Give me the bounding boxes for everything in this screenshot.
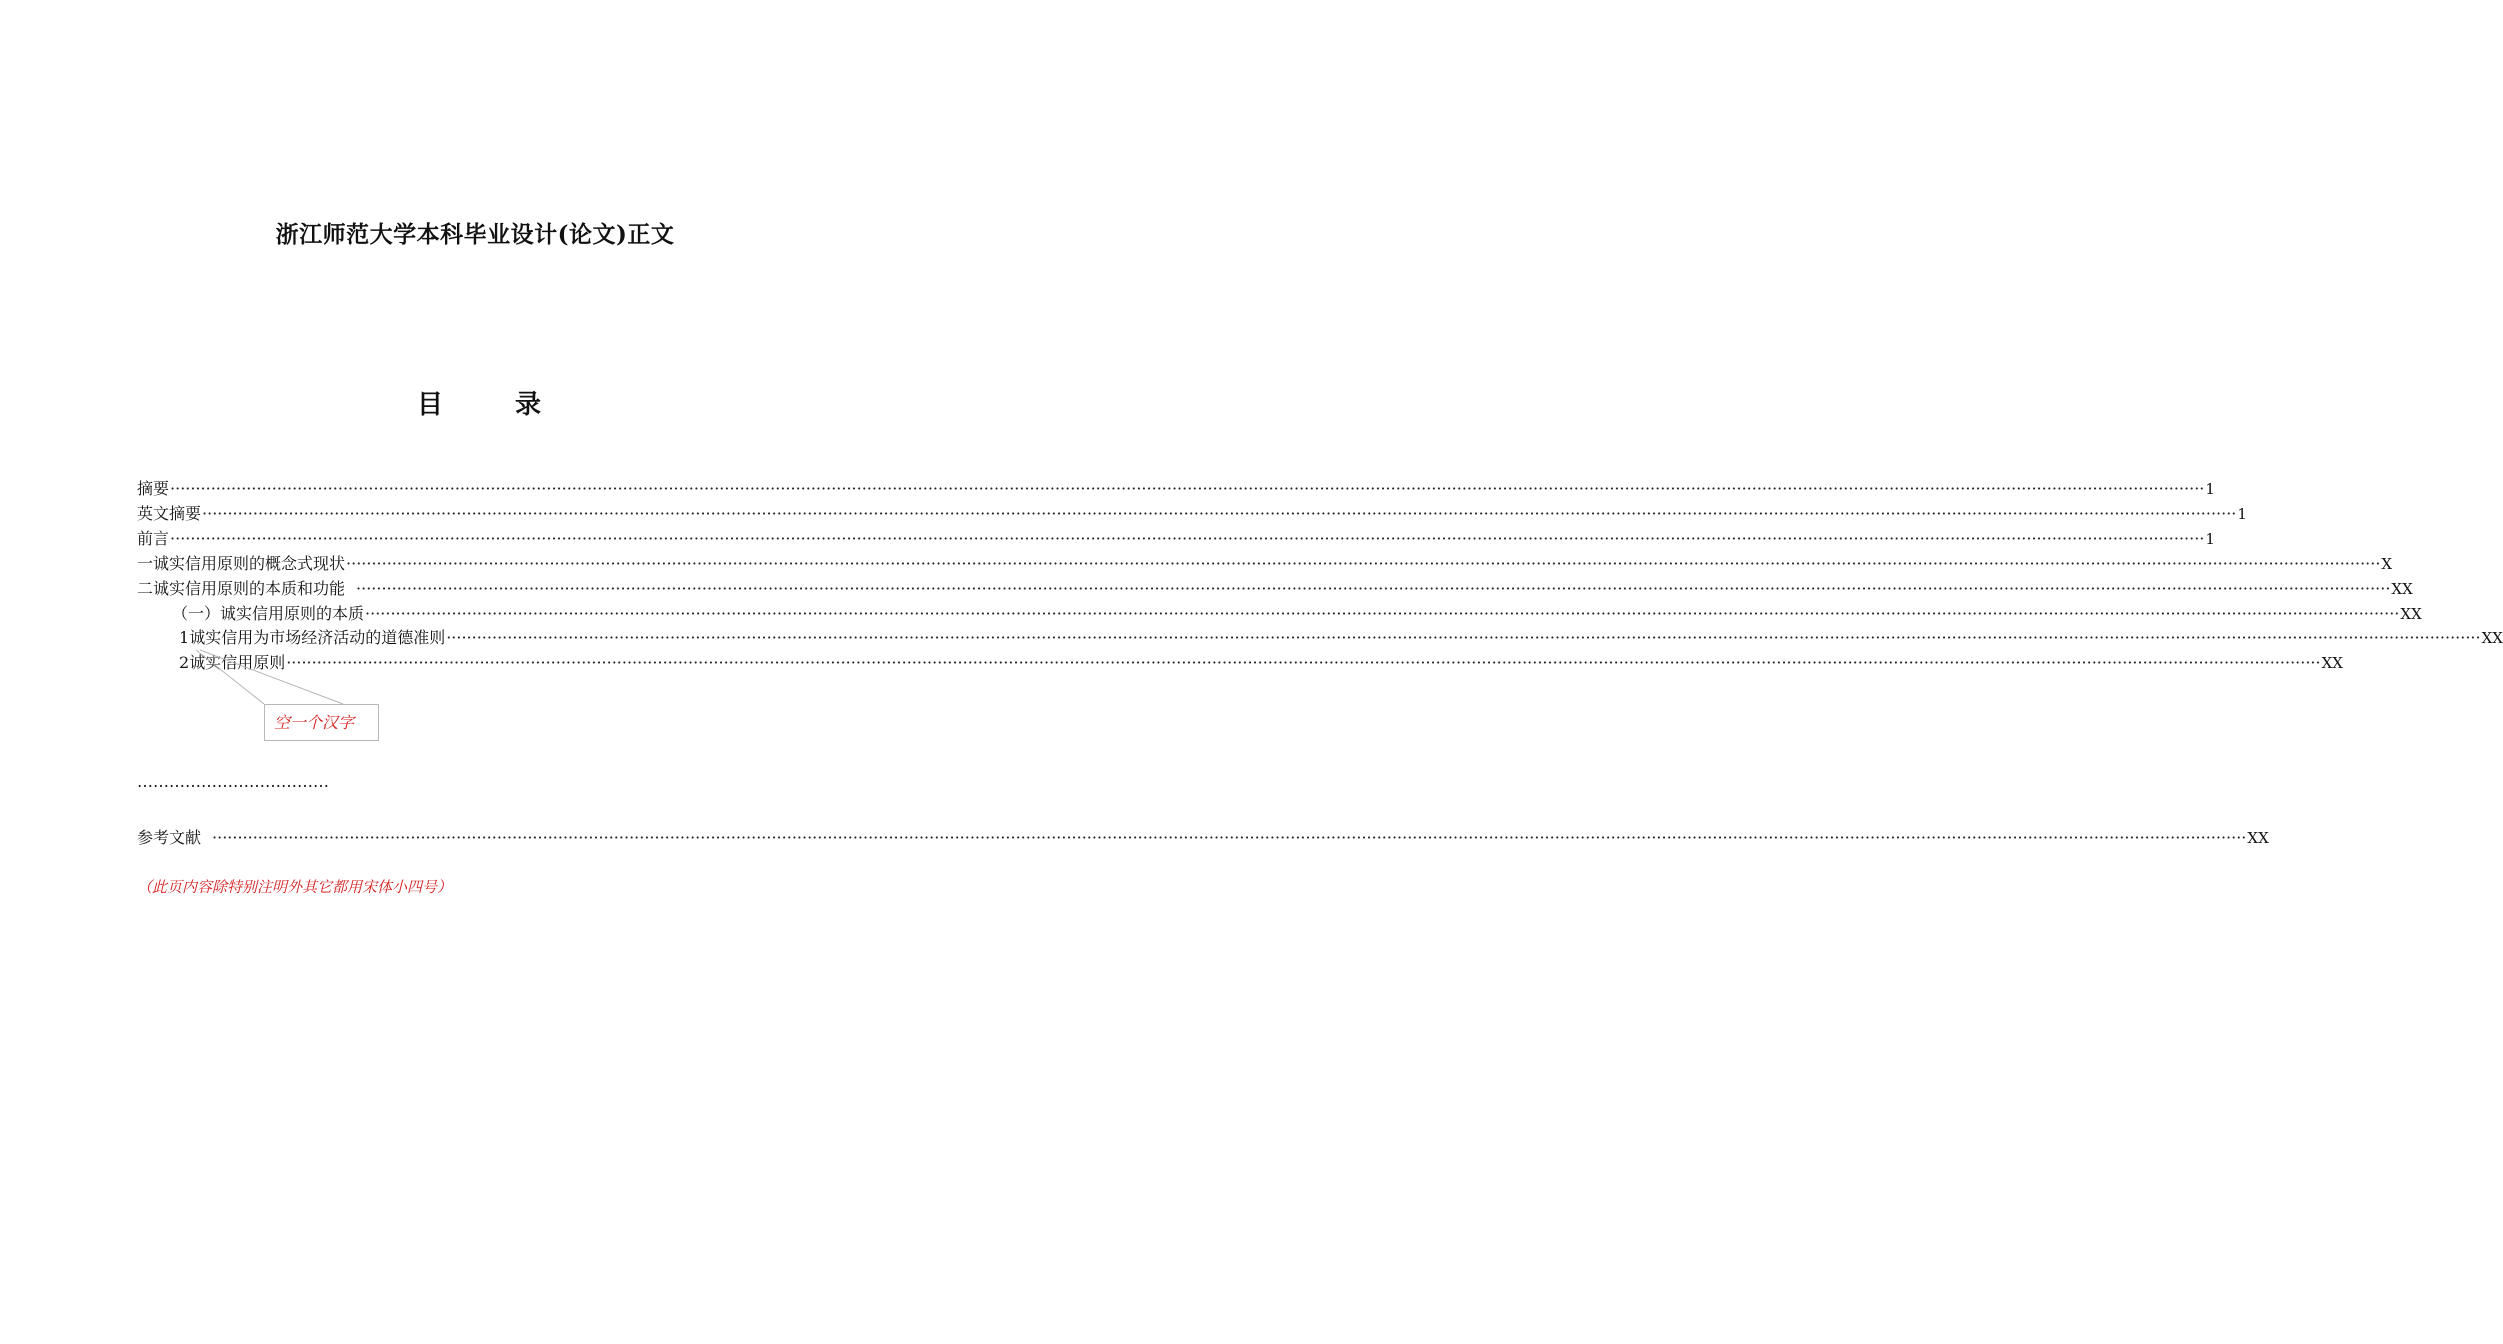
toc-entry-label: 诚实信用原则 (189, 653, 286, 672)
toc-leader-dots: ················································································································································································································································································································································································································ (212, 828, 2247, 847)
toc-entry-page: XX (2481, 629, 2503, 647)
toc-heading-char-2: 录 (515, 390, 542, 420)
toc-leader-dots: ················································································································································································································································································································································································································ (365, 604, 2400, 623)
toc-entry-label: （一）诚实信用原则的本质 (172, 604, 365, 623)
callout-leader-lines (0, 0, 950, 1344)
format-note: （此页内容除特别注明外其它都用宋体小四号） (137, 878, 453, 896)
toc-entry-label: 诚实信用原则的本质和功能 (153, 579, 346, 598)
toc-continuation-dots: ……………………………… (137, 772, 329, 791)
toc-heading-char-1: 目 (417, 390, 444, 420)
toc-entry-page: X (2381, 555, 2393, 573)
toc-leader-dots: ················································································································································································································································································································································································································ (202, 504, 2237, 523)
toc-entry-page: 1 (2237, 505, 2247, 523)
toc-leader-dots: ················································································································································································································································································································································································································ (356, 579, 2391, 598)
toc-entry-page: XX (2321, 654, 2343, 672)
toc-entry-label: 诚实信用原则的概念式现状 (153, 554, 346, 573)
toc-entry-references[interactable] (137, 825, 2269, 849)
toc-entry-number: 一 (137, 554, 154, 573)
toc-entry-page: 1 (2205, 530, 2215, 548)
toc-entry-label: 摘要 (137, 479, 170, 498)
indent-callout-box: 空一个汉字 (264, 704, 379, 741)
toc-entry-page: XX (2391, 580, 2413, 598)
toc-entry-page: 1 (2205, 480, 2215, 498)
toc-entry-number: 二 (137, 579, 154, 598)
toc-leader-dots: ················································································································································································································································································································································································································ (170, 529, 2205, 548)
toc-entry-label: 参考文献 (137, 828, 202, 847)
toc-leader-dots: ················································································································································································································································································································································································································ (446, 628, 2481, 647)
toc-entry-label: 诚实信用为市场经济活动的道德准则 (189, 628, 446, 647)
toc-entry-page: XX (2247, 829, 2269, 847)
toc-leader-dots: ················································································································································································································································································································································································································ (170, 479, 2205, 498)
toc-entry-number: 2 (179, 653, 190, 672)
toc-leader-dots: ················································································································································································································································································································································································································ (346, 554, 2381, 573)
toc-entry-number: 1 (179, 628, 190, 647)
toc-entry-label: 前言 (137, 529, 170, 548)
document-title: 浙江师范大学本科毕业设计(论文)正文 (275, 221, 675, 248)
toc-entry-page: XX (2400, 605, 2422, 623)
toc-leader-dots: ················································································································································································································································································································································································································ (286, 653, 2321, 672)
toc-entry-label: 英文摘要 (137, 504, 202, 523)
